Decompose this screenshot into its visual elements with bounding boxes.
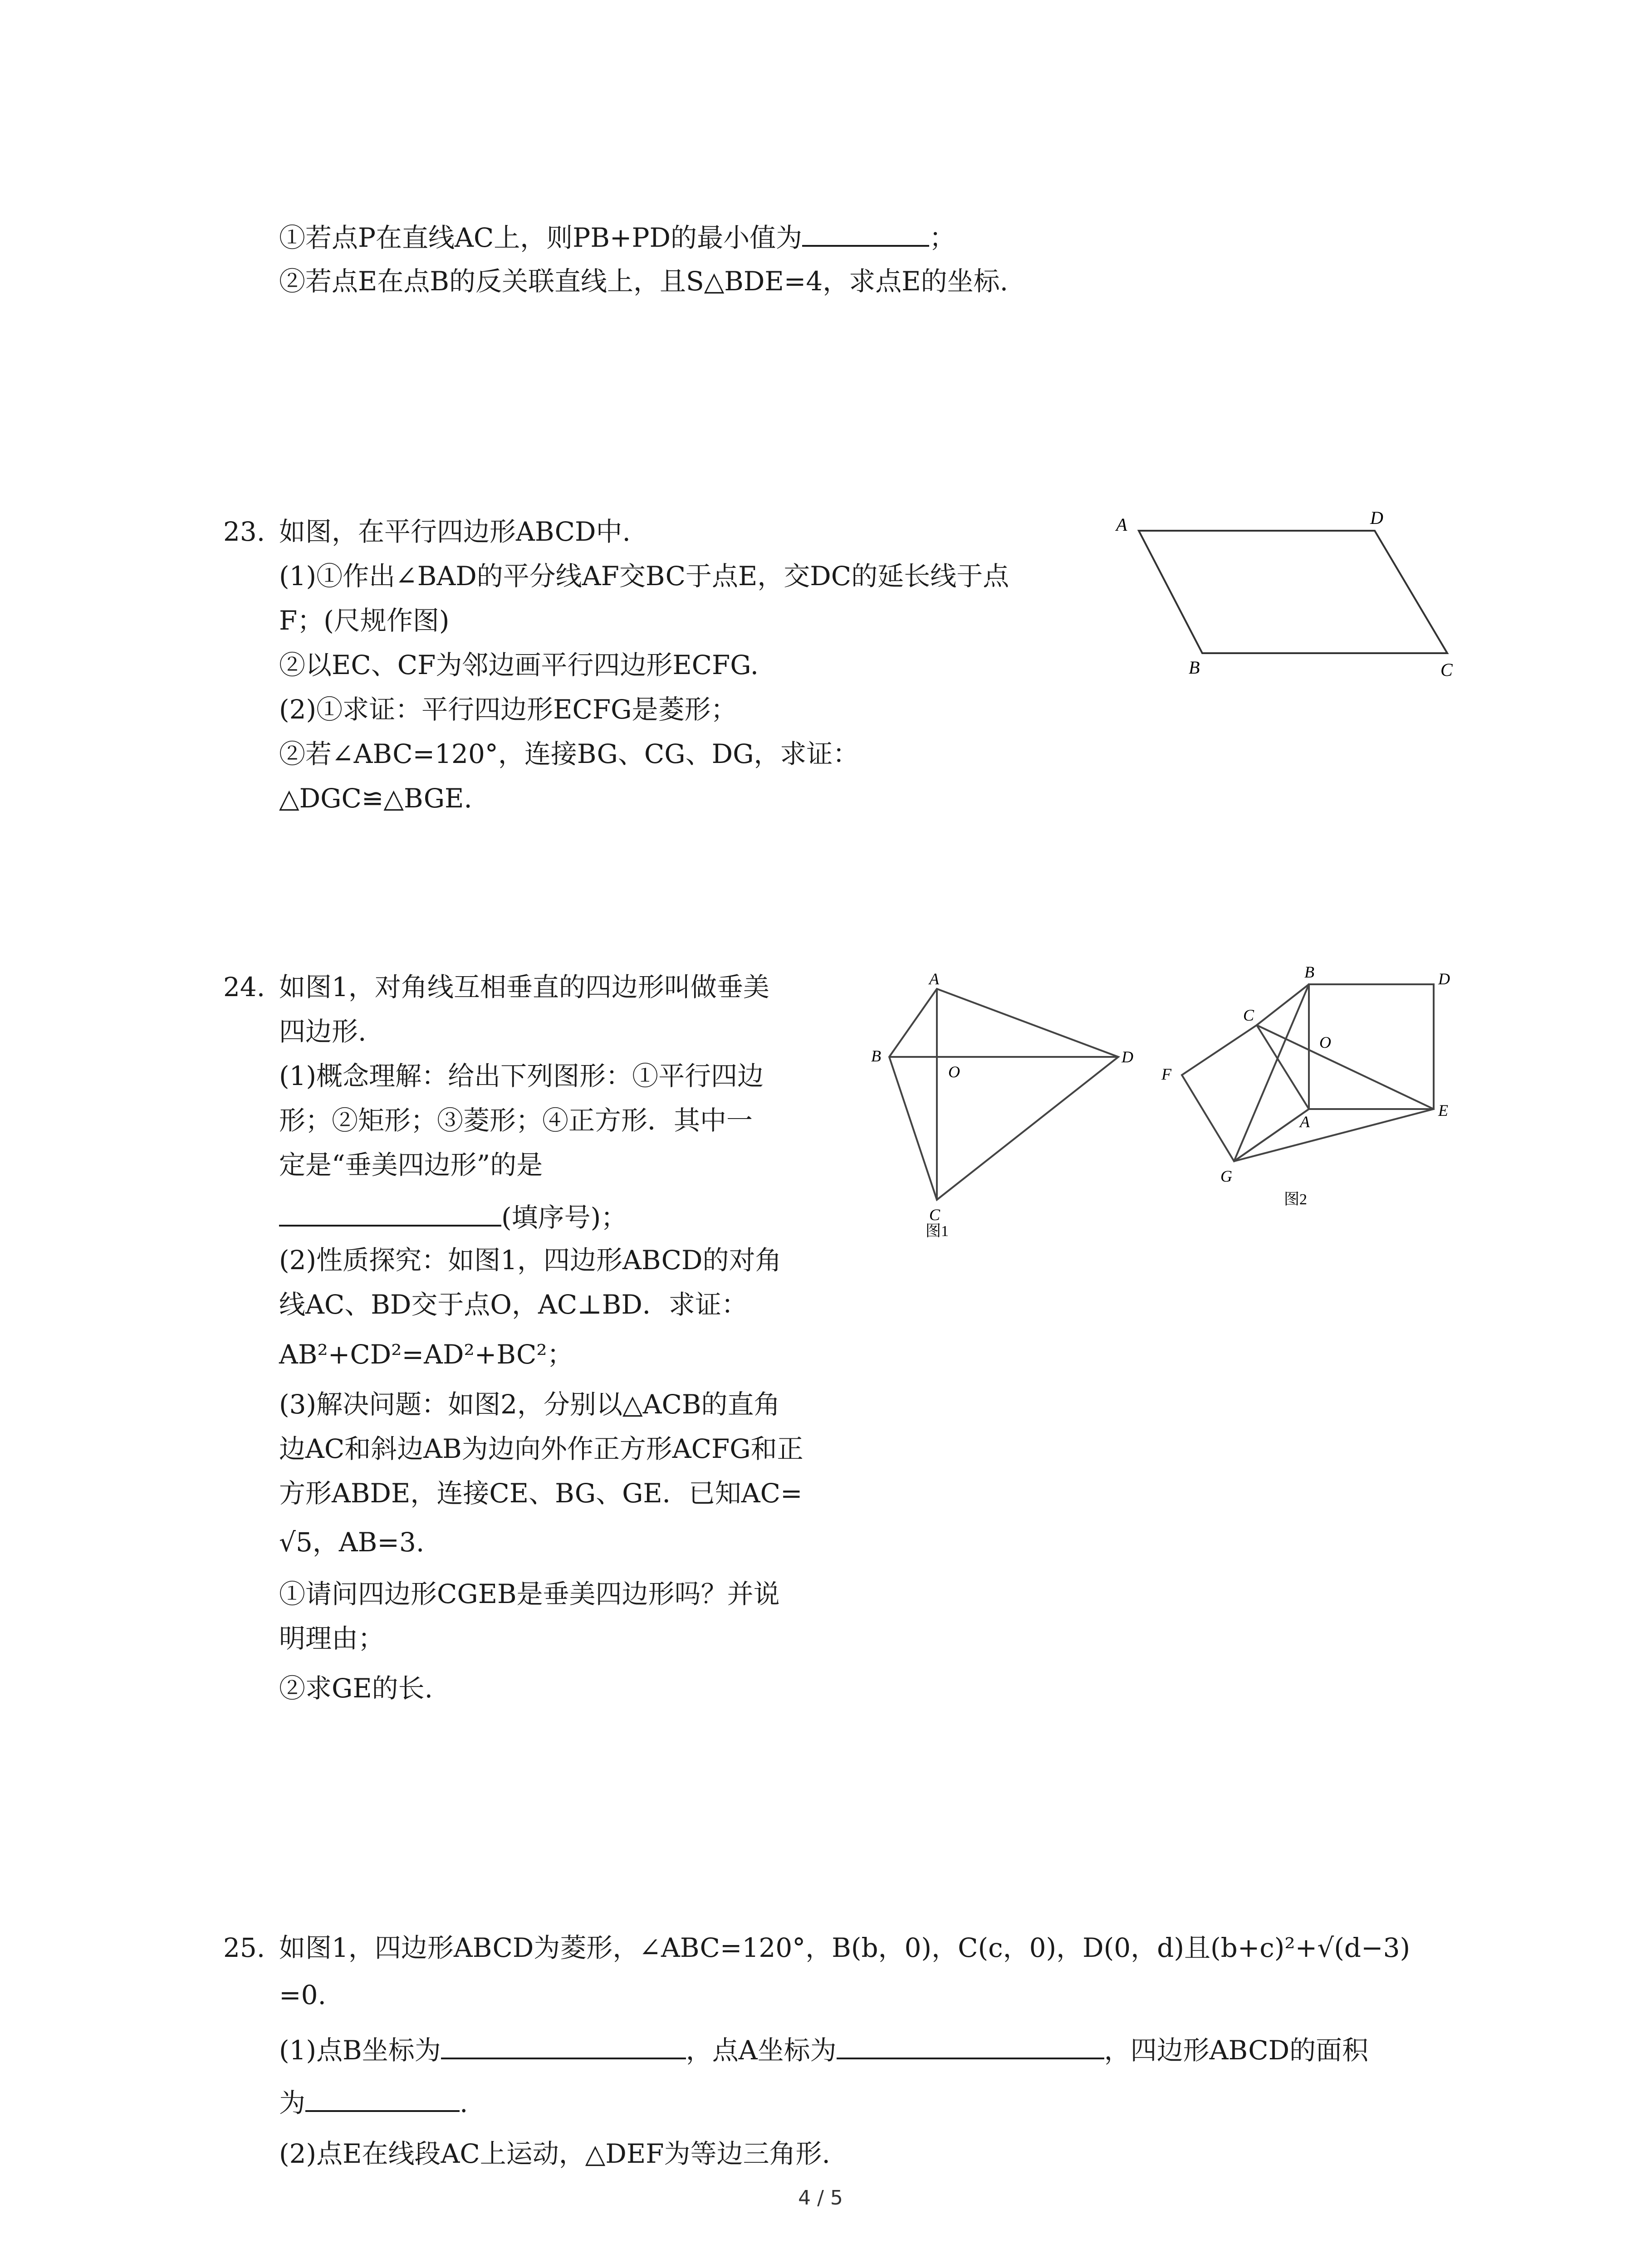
p24-line10: (3)解决问题：如图2，分别以△ACB的直角 bbox=[279, 1389, 780, 1420]
answer-blank-area[interactable] bbox=[305, 2085, 460, 2112]
figure-2-caption: 图2 bbox=[1284, 1191, 1307, 1208]
p22-line1: ①若点P在直线AC上，则PB+PD的最小值为 ； bbox=[279, 220, 955, 254]
p24-line15: 明理由； bbox=[279, 1623, 385, 1654]
square-acfg bbox=[1182, 1025, 1309, 1161]
p24-line7: (2)性质探究：如图1，四边形ABCD的对角 bbox=[279, 1245, 782, 1276]
p25-line3: (1)点B坐标为 ，点A坐标为 ，四边形ABCD的面积 bbox=[279, 2032, 1368, 2067]
p23-line2: (1)①作出∠BAD的平分线AF交BC于点E，交DC的延长线于点 bbox=[279, 561, 1009, 591]
p24-line13: √5，AB=3. bbox=[279, 1527, 425, 1558]
label-a: A bbox=[1116, 514, 1127, 535]
label-d: D bbox=[1370, 508, 1383, 528]
answer-blank[interactable] bbox=[279, 1199, 501, 1227]
label-e: E bbox=[1438, 1101, 1448, 1119]
p24-line16: ②求GE的长. bbox=[279, 1673, 433, 1704]
parallelogram-figure bbox=[1098, 503, 1488, 687]
label-b: B bbox=[871, 1047, 881, 1065]
p24-line11: 边AC和斜边AB为边向外作正方形ACFG和正 bbox=[279, 1433, 803, 1464]
problem-number-23: 23. bbox=[223, 516, 265, 547]
p23-line6: ②若∠ABC=120°，连接BG、CG、DG，求证： bbox=[279, 738, 859, 769]
label-c: C bbox=[929, 1206, 941, 1224]
p24-line14: ①请问四边形CGEB是垂美四边形吗？并说 bbox=[279, 1579, 780, 1609]
label-d: D bbox=[1438, 970, 1450, 988]
label-c: C bbox=[1440, 660, 1453, 680]
label-a: A bbox=[929, 970, 939, 988]
p24-line1: 如图1，对角线互相垂直的四边形叫做垂美 bbox=[279, 972, 769, 1002]
p23-line3: F；(尺规作图) bbox=[279, 605, 450, 636]
parallelogram-abcd bbox=[1139, 531, 1447, 653]
p23-line1: 如图，在平行四边形ABCD中. bbox=[279, 516, 631, 547]
label-o: O bbox=[1319, 1033, 1331, 1051]
label-d: D bbox=[1122, 1048, 1133, 1066]
p24-line4: 形；②矩形；③菱形；④正方形．其中一 bbox=[279, 1105, 753, 1136]
p25-line5: (2)点E在线段AC上运动，△DEF为等边三角形. bbox=[279, 2138, 830, 2169]
label-c: C bbox=[1243, 1006, 1254, 1024]
segment-ge bbox=[1234, 1109, 1434, 1161]
p24-line3: (1)概念理解：给出下列图形：①平行四边 bbox=[279, 1061, 764, 1091]
problem-number-24: 24. bbox=[223, 972, 265, 1002]
p25-line1: 如图1，四边形ABCD为菱形，∠ABC=120°，B(b，0)，C(c，0)，D(0，d)且(b+c)²+√(d−3) bbox=[279, 1932, 1411, 1963]
label-a: A bbox=[1300, 1113, 1310, 1131]
p24-line9: AB²+CD²=AD²+BC²； bbox=[279, 1339, 573, 1370]
figure-1-caption: 图1 bbox=[926, 1223, 949, 1238]
label-o: O bbox=[948, 1063, 960, 1081]
p22-line2: ②若点E在点B的反关联直线上，且S△BDE=4，求点E的坐标. bbox=[279, 266, 1009, 297]
p25-line2: =0. bbox=[279, 1980, 326, 2010]
p24-line6: (填序号)； bbox=[279, 1199, 627, 1234]
p23-line4: ②以EC、CF为邻边画平行四边形ECFG. bbox=[279, 650, 759, 680]
p25-line4: 为 . bbox=[279, 2085, 468, 2119]
page-number: 4 / 5 bbox=[798, 2186, 843, 2209]
p24-line2: 四边形. bbox=[279, 1016, 367, 1047]
answer-blank-a[interactable] bbox=[837, 2032, 1104, 2059]
label-b: B bbox=[1304, 963, 1314, 981]
problem-number-25: 25. bbox=[223, 1932, 265, 1963]
p23-line5: (2)①求证：平行四边形ECFG是菱形； bbox=[279, 694, 737, 725]
answer-blank-b[interactable] bbox=[441, 2032, 686, 2059]
label-g: G bbox=[1220, 1167, 1232, 1185]
p24-line5: 定是“垂美四边形”的是 bbox=[279, 1149, 543, 1180]
p24-line8: 线AC、BD交于点O，AC⊥BD．求证： bbox=[279, 1289, 748, 1320]
quadrilateral-abcd bbox=[889, 989, 1118, 1200]
p24-line12: 方形ABDE，连接CE、BG、GE．已知AC= bbox=[279, 1478, 803, 1509]
label-f: F bbox=[1161, 1065, 1171, 1083]
answer-blank[interactable] bbox=[802, 220, 929, 247]
label-b: B bbox=[1189, 657, 1200, 678]
figure-2 bbox=[1148, 957, 1511, 1217]
figure-1 bbox=[862, 966, 1152, 1240]
p23-line7: △DGC≌△BGE. bbox=[279, 783, 472, 814]
